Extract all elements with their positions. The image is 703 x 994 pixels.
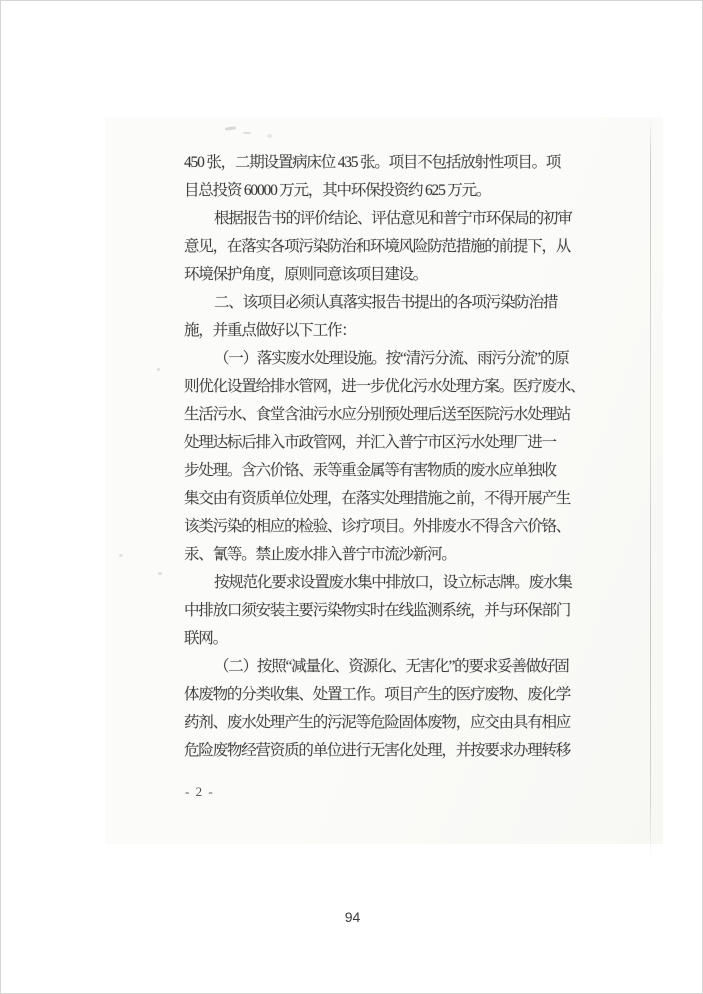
- document-line: 药剂、废水处理产生的污泥等危险固体废物，应交由具有相应: [184, 714, 571, 731]
- document-body-text: [184, 149, 588, 765]
- document-line: 施，并重点做好以下工作：: [184, 322, 356, 339]
- document-line: 该类污染的相应的检验、诊疗项目。外排废水不得含六价铬、: [184, 518, 571, 535]
- document-line: 危险废物经营资质的单位进行无害化处理，并按要求办理转移: [184, 742, 571, 759]
- document-line: 意见，在落实各项污染防治和环境风险防范措施的前提下，从: [184, 238, 571, 255]
- sheet-footer-page-label: - 2 -: [185, 784, 215, 799]
- document-line: 按规范化要求设置废水集中排放口，设立标志牌。废水集: [214, 574, 572, 591]
- scan-speck: [119, 554, 123, 557]
- scan-page-edge-line: [650, 119, 651, 860]
- document-line: 则优化设置给排水管网，进一步优化污水处理方案。医疗废水、: [184, 378, 585, 395]
- document-line: 根据报告书的评价结论、评估意见和普宁市环保局的初审: [214, 210, 572, 227]
- document-line: 集交由有资质单位处理，在落实处理措施之前，不得开展产生: [184, 490, 571, 507]
- document-line: 450 张，二期设置病床位 435 张。项目不包括放射性项目。项: [184, 154, 561, 171]
- document-line: 汞、氰等。禁止废水排入普宁市流沙新河。: [184, 546, 456, 563]
- scan-speck: [157, 368, 160, 371]
- document-line: 生活污水、食堂含油污水应分别预处理后送至医院污水处理站: [184, 406, 571, 423]
- document-line: 中排放口须安装主要污染物实时在线监测系统，并与环保部门: [184, 602, 571, 619]
- document-line: 体废物的分类收集、处置工作。项目产生的医疗废物、废化学: [184, 686, 571, 703]
- document-line: 二、该项目必须认真落实报告书提出的各项污染防治措: [214, 294, 558, 311]
- document-line: 环境保护角度，原则同意该项目建设。: [184, 266, 428, 283]
- document-line: 联网。: [184, 630, 227, 647]
- scan-speck: [158, 572, 162, 575]
- document-line: （一）落实废水处理设施。按“清污分流、雨污分流”的原: [214, 350, 569, 367]
- document-line: 目总投资 60000 万元，其中环保投资约 625 万元。: [184, 182, 491, 199]
- document-line: 步处理。含六价铬、汞等重金属等有害物质的废水应单独收: [184, 462, 556, 479]
- document-line: 处理达标后排入市政管网，并汇入普宁市区污水处理厂进一: [184, 434, 556, 451]
- scan-speck: [267, 134, 272, 138]
- document-line: （二）按照“减量化、资源化、无害化”的要求妥善做好固: [214, 658, 569, 675]
- page-number: 94: [344, 909, 361, 925]
